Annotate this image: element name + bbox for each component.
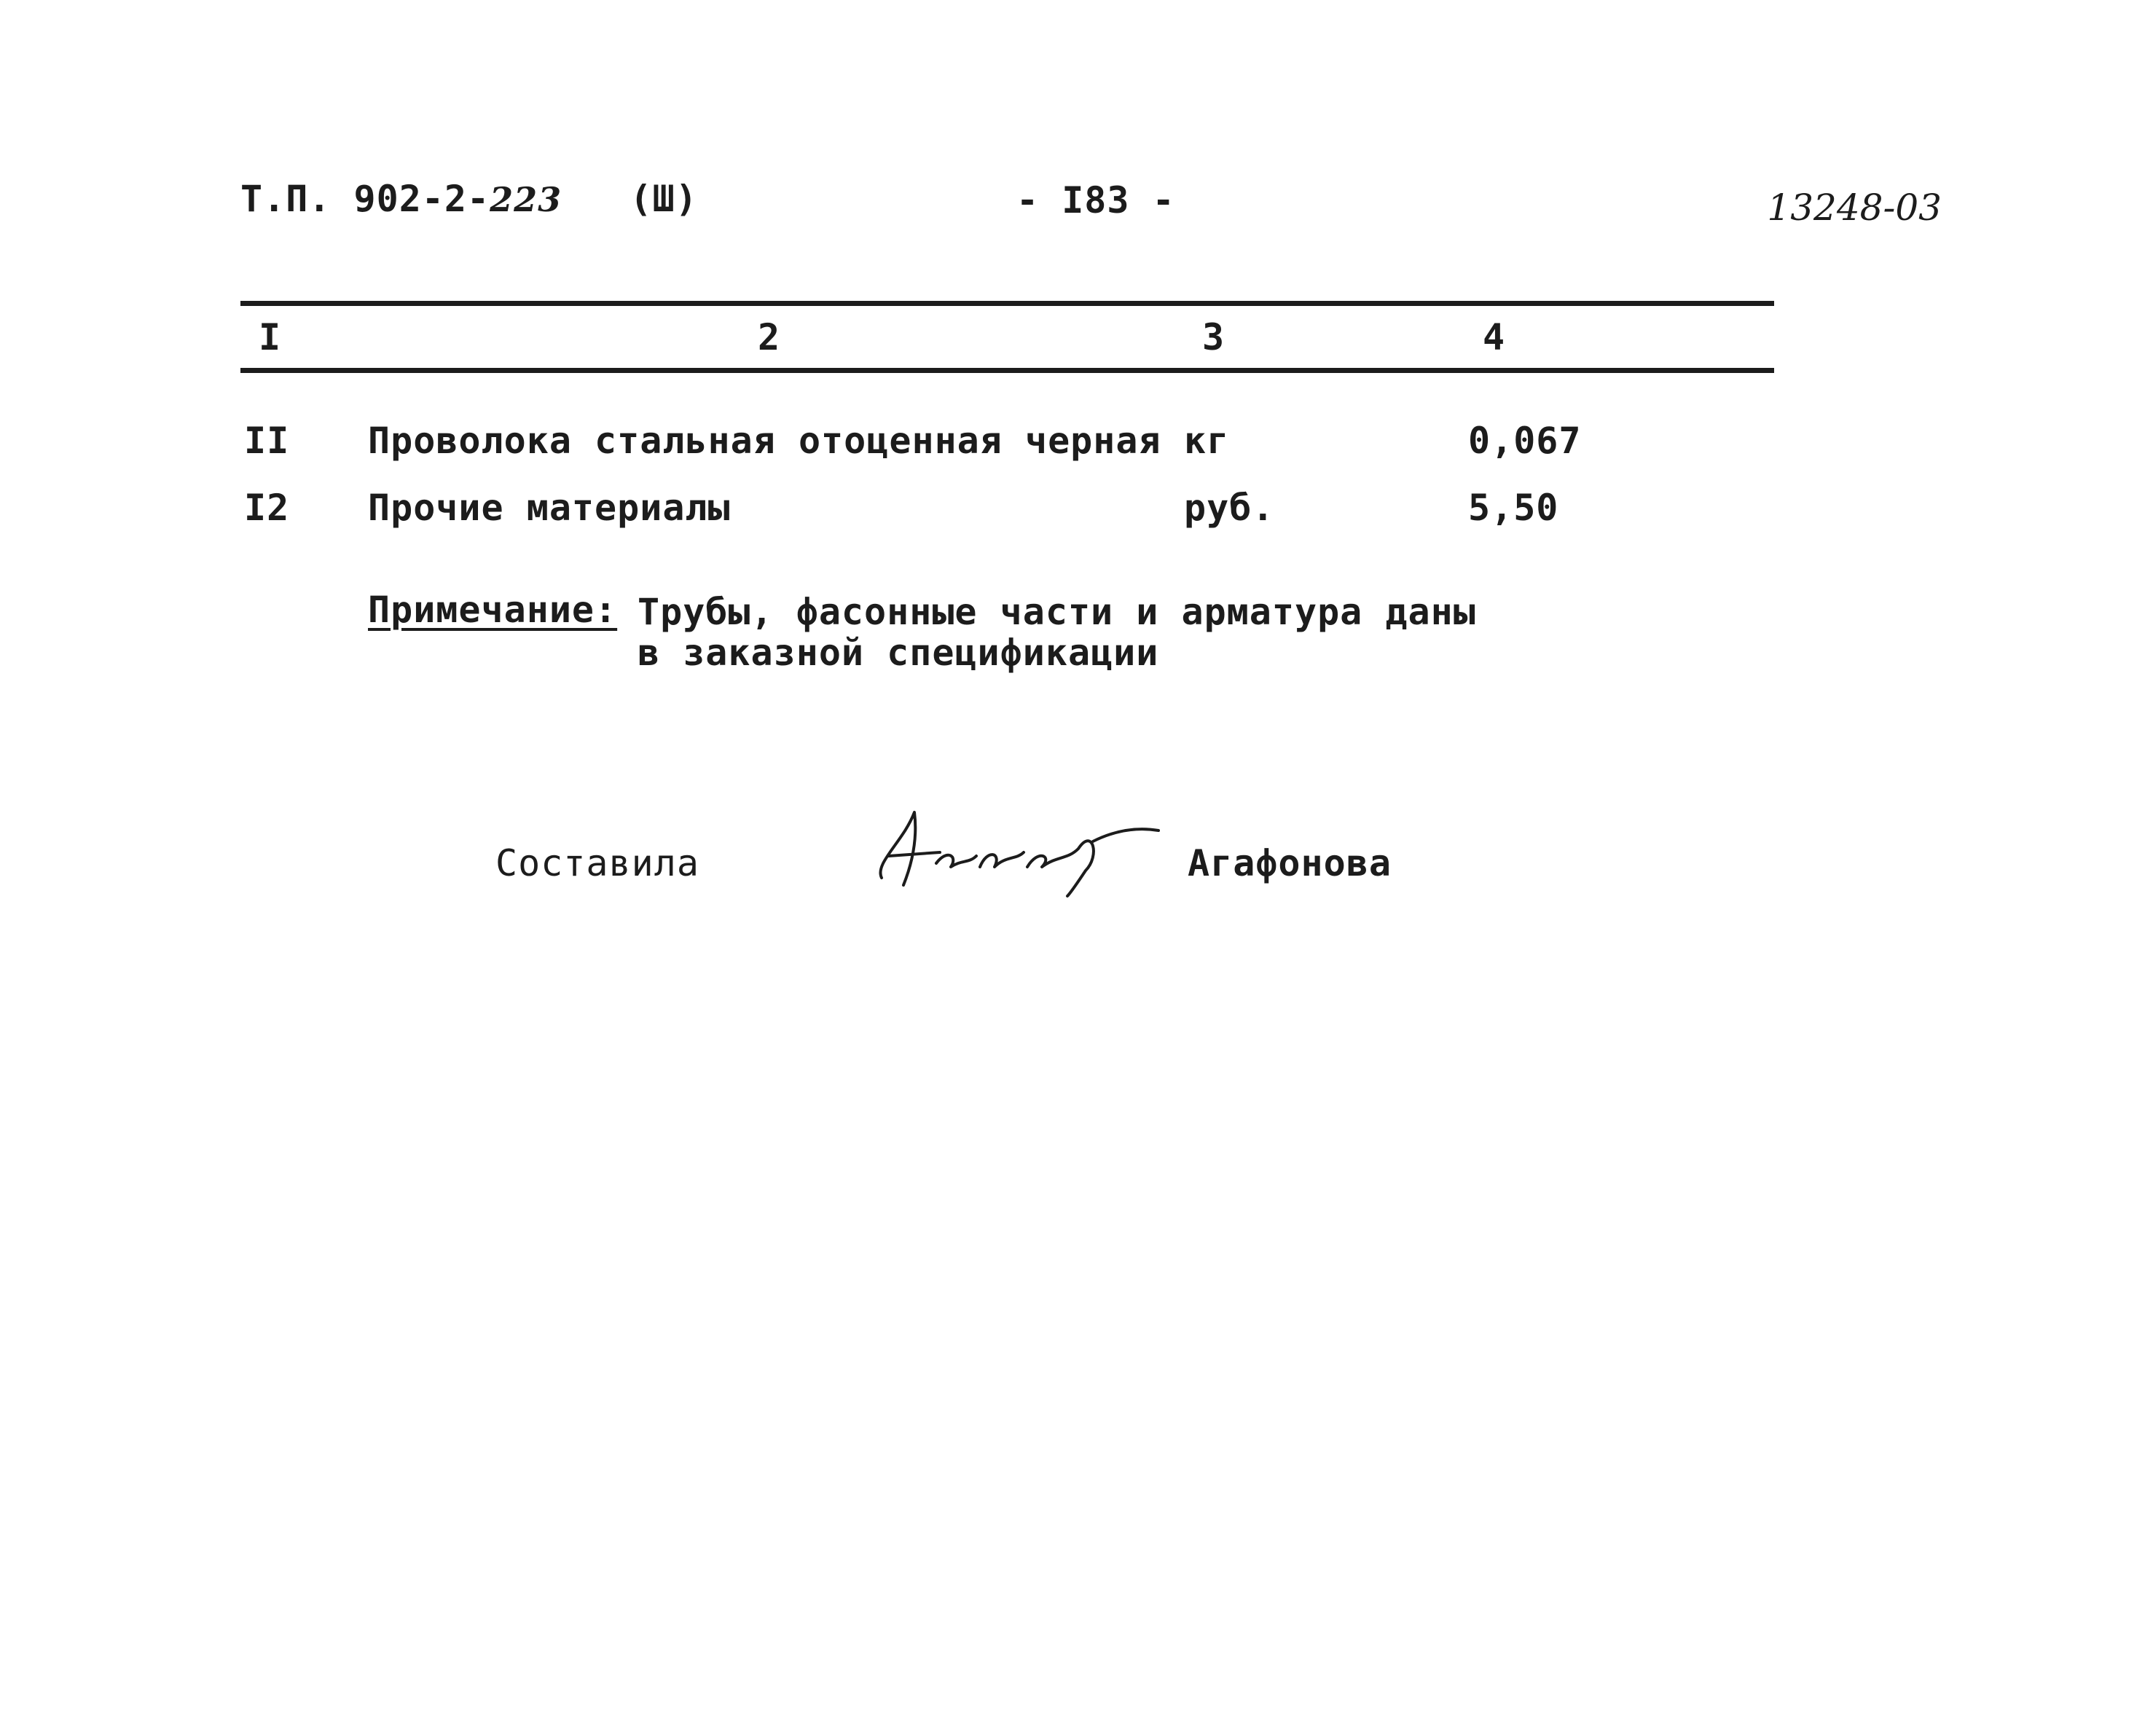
table-header-rule	[240, 368, 1774, 373]
document-code-suffix: (Ш)	[630, 178, 698, 220]
archive-number: 13248-03	[1767, 186, 1942, 229]
column-header-1: I	[259, 316, 282, 358]
document-code-prefix: Т.П. 902-2-	[240, 178, 490, 220]
row-item-name: Прочие материалы	[368, 487, 731, 529]
compiled-by-label: Составила	[495, 842, 699, 884]
row-item-name: Проволока стальная отоценная черная	[368, 420, 1161, 462]
row-value: 5,50	[1468, 487, 1559, 529]
note-text: Трубы, фасонные части и арматура даны в заказной спецификации	[638, 591, 1476, 674]
page-number: - I83 -	[1016, 179, 1175, 221]
row-number: I2	[244, 487, 290, 529]
column-header-3: 3	[1202, 316, 1225, 358]
note-label-text: Примечание:	[368, 589, 618, 631]
document-code-handwritten: 223	[490, 180, 562, 219]
row-unit: кг	[1184, 420, 1230, 462]
document-code	[240, 178, 698, 220]
row-value: 0,067	[1468, 420, 1582, 462]
column-header-2: 2	[758, 316, 781, 358]
column-header-4: 4	[1483, 316, 1506, 358]
table-top-rule	[240, 301, 1774, 306]
row-unit: руб.	[1184, 487, 1275, 529]
handwritten-signature	[860, 798, 1166, 900]
compiled-by-name: Агафонова	[1188, 842, 1392, 884]
row-number: II	[244, 420, 290, 462]
note-label	[368, 589, 618, 631]
